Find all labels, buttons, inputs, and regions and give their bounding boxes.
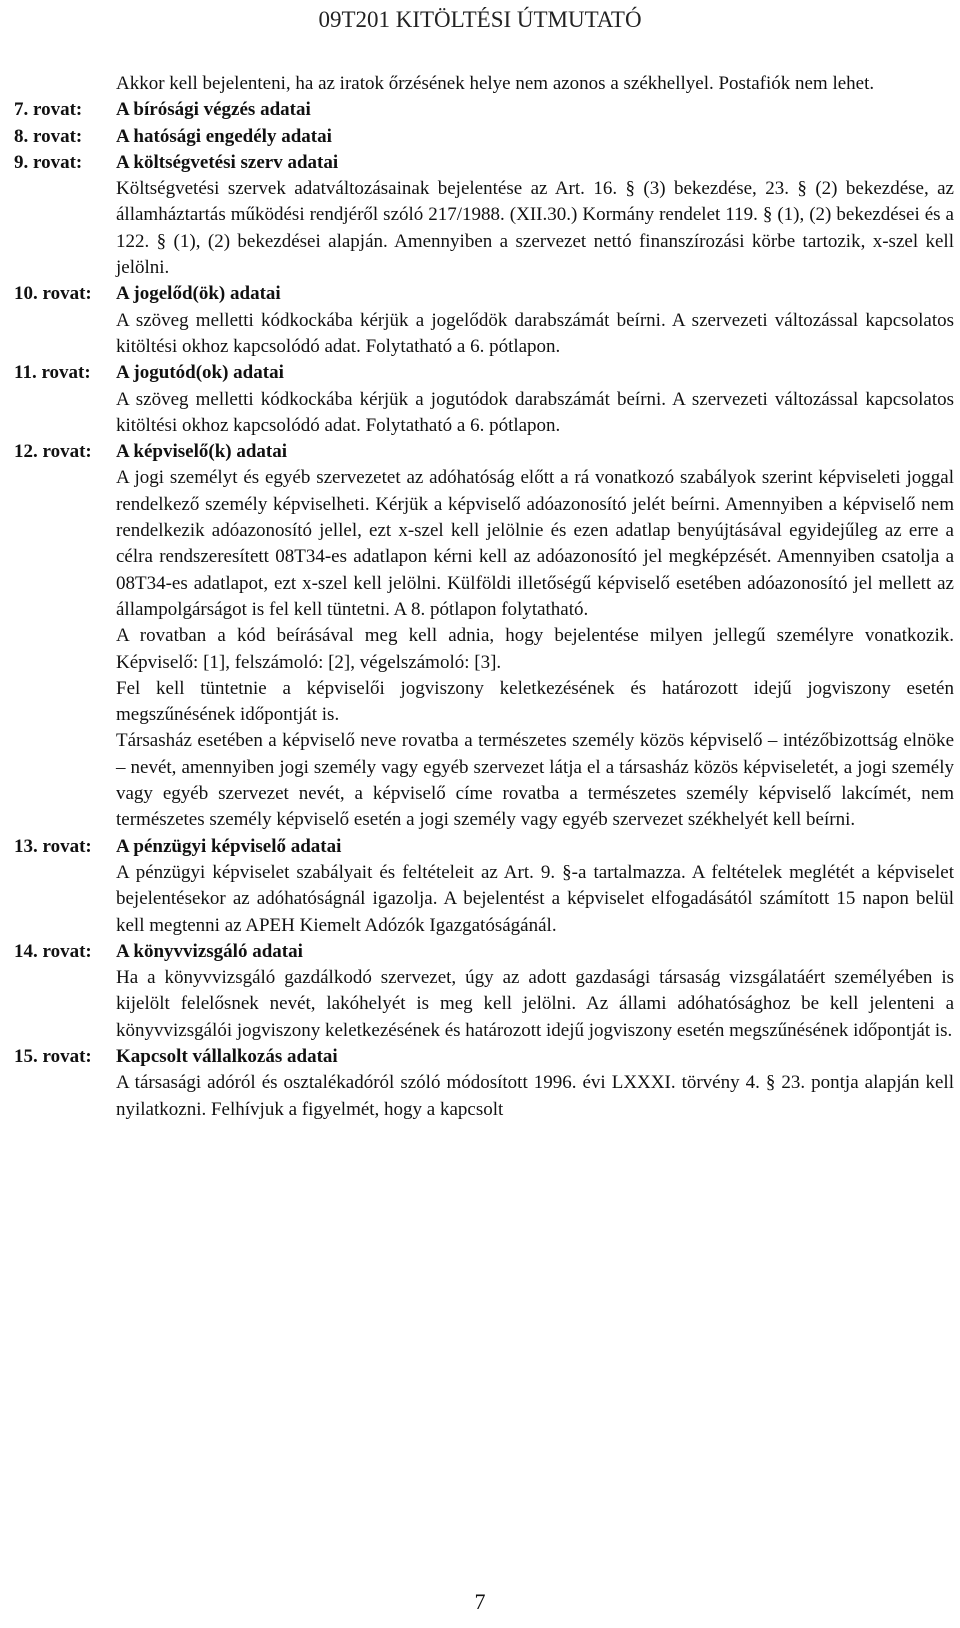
rovat-title: A bírósági végzés adatai [116,99,311,121]
document-body [14,71,958,1123]
rovat-body [116,281,954,360]
rovat-title: A jogelőd(ök) adatai [116,283,281,305]
page-number: 7 [474,1589,486,1614]
rovat-title: A költségvetési szerv adatai [116,151,339,173]
rovat-body [116,124,954,150]
rovat-section [14,360,958,439]
rovat-section [14,124,958,150]
rovat-paragraph: A rovatban a kód beírásával meg kell adnia, hogy bejelentése milyen jellegű személyre vonatkozik. Képviselő: [1], felszámoló: [2], végelszámoló: [3]. [116,625,954,673]
rovat-label: 13. rovat: [14,835,92,857]
rovat-label: 14. rovat: [14,940,92,962]
rovat-title: A könyvvizsgáló adatai [116,940,303,962]
rovat-section [14,281,958,360]
rovat-section [14,97,958,123]
rovat-paragraph: Ha a könyvvizsgáló gazdálkodó szervezet, úgy az adott gazdasági társaság vizsgálatáért személyében is kijelölt felelősnek nevét, lakóhelyét is meg kell jelölni. Az állami adóhatósághoz be kell jelenteni a könyvvizsgálói jogviszony keletkezésének és határozott idejű jogviszony esetén megszűnésének időpontját is. [116,967,954,1041]
rovat-section [14,939,958,1044]
rovat-section [14,439,958,833]
rovat-section [14,1044,958,1123]
rovat-title: A hatósági engedély adatai [116,125,332,147]
intro-paragraphs [116,71,954,97]
rovat-paragraph: Fel kell tüntetnie a képviselői jogviszony keletkezésének és határozott idejű jogviszony esetén megszűnésének időpontját is. [116,677,954,726]
rovat-label: 11. rovat: [14,362,91,384]
rovat-body [116,1044,954,1123]
rovat-title: Kapcsolt vállalkozás adatai [116,1045,338,1067]
rovat-paragraph: A jogi személyt és egyéb szervezetet az adóhatóság előtt a rá vonatkozó szabályok szerint képviseleti joggal rendelkező személy képviselheti. Kérjük a képviselő adóazonosító jelét beírni. Amennyiben a képviselő nem rendelkezik adóazonosító jellel, ezt x-szel kell jelölnie és ezen adatlap benyújtásával egyidejűleg az erre a célra rendszeresített 08T34-es adatlapon kérni kell az adóazonosító jel megképzését. Amennyiben csatolja a 08T34-es adatlapot, ezt x-szel kell jelölni. Külföldi illetőségű képviselő esetében adóazonosító jel mellett az állampolgárságot is fel kell tüntetni. A 8. pótlapon folytatható. [116,467,954,620]
intro-block [14,71,958,97]
rovat-paragraph: Társasház esetében a képviselő neve rovatba a természetes személy közös képviselő – intézőbizottság elnöke – nevét, amennyiben jogi személy vagy egyéb szervezet látja el a társasház közös képviseletét, a jogi személy vagy egyéb szervezet nevét, a képviselő címe rovatba a természetes személy képviselő lakcímét, nem természetes személy képviselő esetén a jogi személy vagy egyéb szervezet székhelyét kell beírni. [116,730,954,831]
rovat-body [116,939,954,1044]
rovat-body [116,97,954,123]
rovat-title: A pénzügyi képviselő adatai [116,835,342,857]
rovat-label: 7. rovat: [14,99,83,121]
rovat-paragraph: A társasági adóról és osztalékadóról szóló módosított 1996. évi LXXXI. törvény 4. § 23. pontja alapján kell nyilatkozni. Felhívjuk a figyelmét, hogy a kapcsolt [116,1072,954,1120]
rovat-label: 15. rovat: [14,1045,92,1067]
rovat-title: A jogutód(ok) adatai [116,362,284,384]
rovat-body [116,150,954,281]
rovat-label: 10. rovat: [14,283,92,305]
rovat-list [14,97,958,1123]
rovat-paragraph: A szöveg melletti kódkockába kérjük a jogelődök darabszámát beírni. A szervezeti változással kapcsolatos kitöltési okhoz kapcsolódó adat. Folytatható a 6. pótlapon. [116,309,954,357]
rovat-body [116,439,954,833]
rovat-section [14,834,958,939]
rovat-label: 9. rovat: [14,151,83,173]
page-header: 09T201 KITÖLTÉSI ÚTMUTATÓ [318,7,642,32]
rovat-body [116,834,954,939]
rovat-paragraph: A szöveg melletti kódkockába kérjük a jogutódok darabszámát beírni. A szervezeti változással kapcsolatos kitöltési okhoz kapcsolódó adat. Folytatható a 6. pótlapon. [116,388,954,436]
rovat-paragraph: A pénzügyi képviselet szabályait és feltételeit az Art. 9. §-a tartalmazza. A feltételek meglétét a képviselet bejelentésekor az adóhatóságnál igazolja. A bejelentést a képviselet elfogadásától számított 15 napon belül kell megtenni az APEH Kiemelt Adózók Igazgatóságánál. [116,861,954,936]
rovat-paragraph: Költségvetési szervek adatváltozásainak bejelentése az Art. 16. § (3) bekezdése, 23. § (2) bekezdése, az államháztartás működési rendjéről szóló 217/1988. (XII.30.) Kormány rendelet 119. § (1), (2) bekezdései és a 122. § (1), (2) bekezdései alapján. Amennyiben a szervezet nettó finanszírozási körbe tartozik, x-szel kell jelölni. [116,178,954,279]
rovat-body [116,360,954,439]
rovat-label: 12. rovat: [14,441,92,463]
rovat-label: 8. rovat: [14,125,83,147]
rovat-title: A képviselő(k) adatai [116,441,288,463]
intro-paragraph: Akkor kell bejelenteni, ha az iratok őrzésének helye nem azonos a székhellyel. Postafiók nem lehet. [116,73,875,94]
rovat-section [14,150,958,281]
